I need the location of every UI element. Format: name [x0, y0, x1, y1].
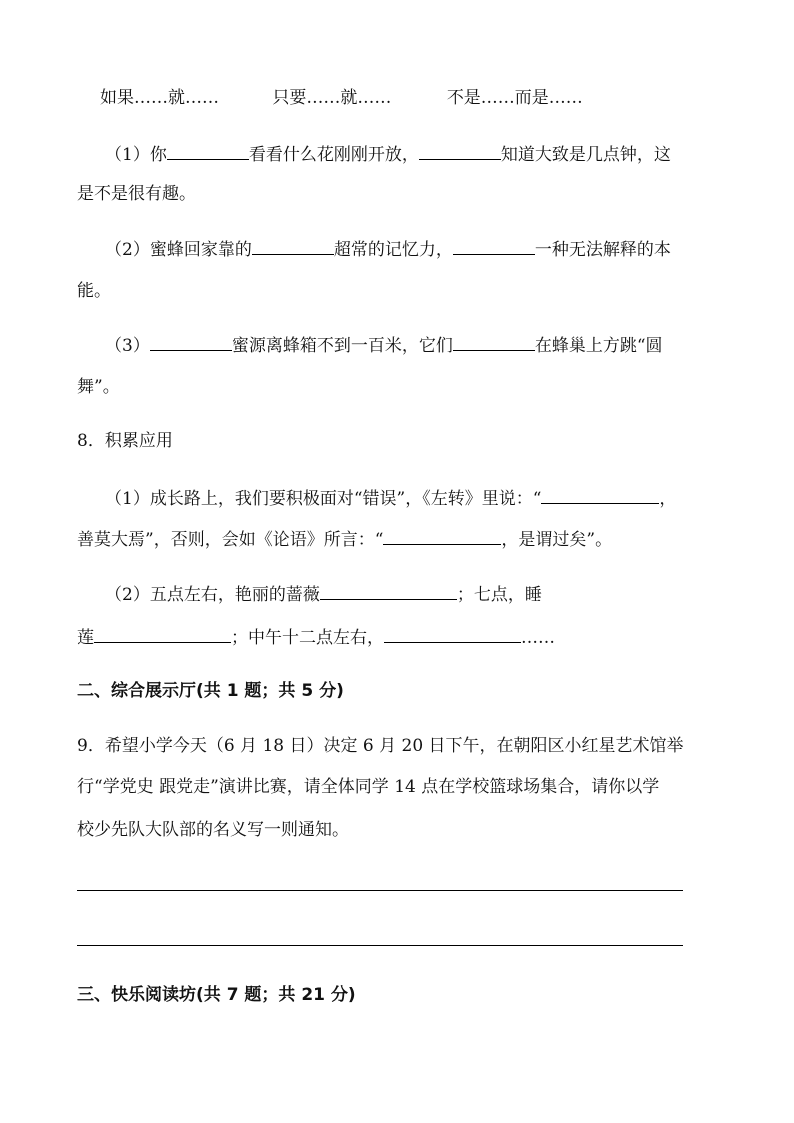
- q8-part-1-line-2: 善莫大焉”，否则，会如《论语》所言：“ ，是谓过矣”。: [77, 530, 613, 550]
- q7-sentence-2-line-1: （2）蜜蜂回家靠的 超常的记忆力， 一种无法解释的本: [105, 240, 671, 260]
- q7-sentence-1-line-1: （1）你 看看什么花刚刚开放， 知道大致是几点钟，这: [105, 145, 671, 165]
- q8-part-2-line-1: （2）五点左右，艳丽的蔷薇 ；七点，睡: [105, 585, 542, 605]
- fill-blank[interactable]: [167, 143, 249, 160]
- q7-sentence-3-line-2: 舞”。: [77, 377, 120, 397]
- answer-line[interactable]: [77, 945, 683, 946]
- fill-blank[interactable]: [252, 238, 334, 255]
- fill-blank[interactable]: [453, 334, 535, 351]
- fill-blank[interactable]: [94, 626, 231, 643]
- connector-option: 如果……就……: [100, 88, 219, 108]
- q9-line-2: 行“学党史 跟党走”演讲比赛，请全体同学 14 点在学校篮球场集合，请你以学: [77, 777, 660, 797]
- connector-words-row: [100, 88, 583, 108]
- q8-part-1-line-1: （1）成长路上，我们要积极面对“错误”，《左转》里说：“ ，: [105, 489, 677, 509]
- connector-option: 只要……就……: [272, 88, 392, 108]
- fill-blank[interactable]: [383, 528, 501, 545]
- q7-sentence-1-line-2: 是不是很有趣。: [77, 184, 196, 204]
- q9-line-3: 校少先队大队部的名义写一则通知。: [77, 820, 349, 840]
- q8-part-2-line-2: 莲 ；中午十二点左右， ……: [77, 628, 555, 648]
- answer-line[interactable]: [77, 890, 683, 891]
- fill-blank[interactable]: [150, 334, 232, 351]
- fill-blank[interactable]: [384, 626, 521, 643]
- fill-blank[interactable]: [541, 487, 659, 504]
- section-3-heading: 三、快乐阅读坊(共 7 题；共 21 分): [77, 985, 356, 1005]
- q7-sentence-3-line-1: （3） 蜜源离蜂箱不到一百米，它们 在蜂巢上方跳“圆: [105, 336, 663, 356]
- fill-blank[interactable]: [419, 143, 501, 160]
- section-2-heading: 二、综合展示厅(共 1 题；共 5 分): [77, 681, 344, 701]
- fill-blank[interactable]: [453, 238, 535, 255]
- fill-blank[interactable]: [320, 583, 457, 600]
- q7-sentence-2-line-2: 能。: [77, 281, 111, 301]
- connector-option: 不是……而是……: [446, 88, 583, 108]
- q9-line-1: 9．希望小学今天（6 月 18 日）决定 6 月 20 日下午，在朝阳区小红星艺术馆举: [77, 736, 684, 756]
- q8-title: 8．积累应用: [77, 431, 173, 451]
